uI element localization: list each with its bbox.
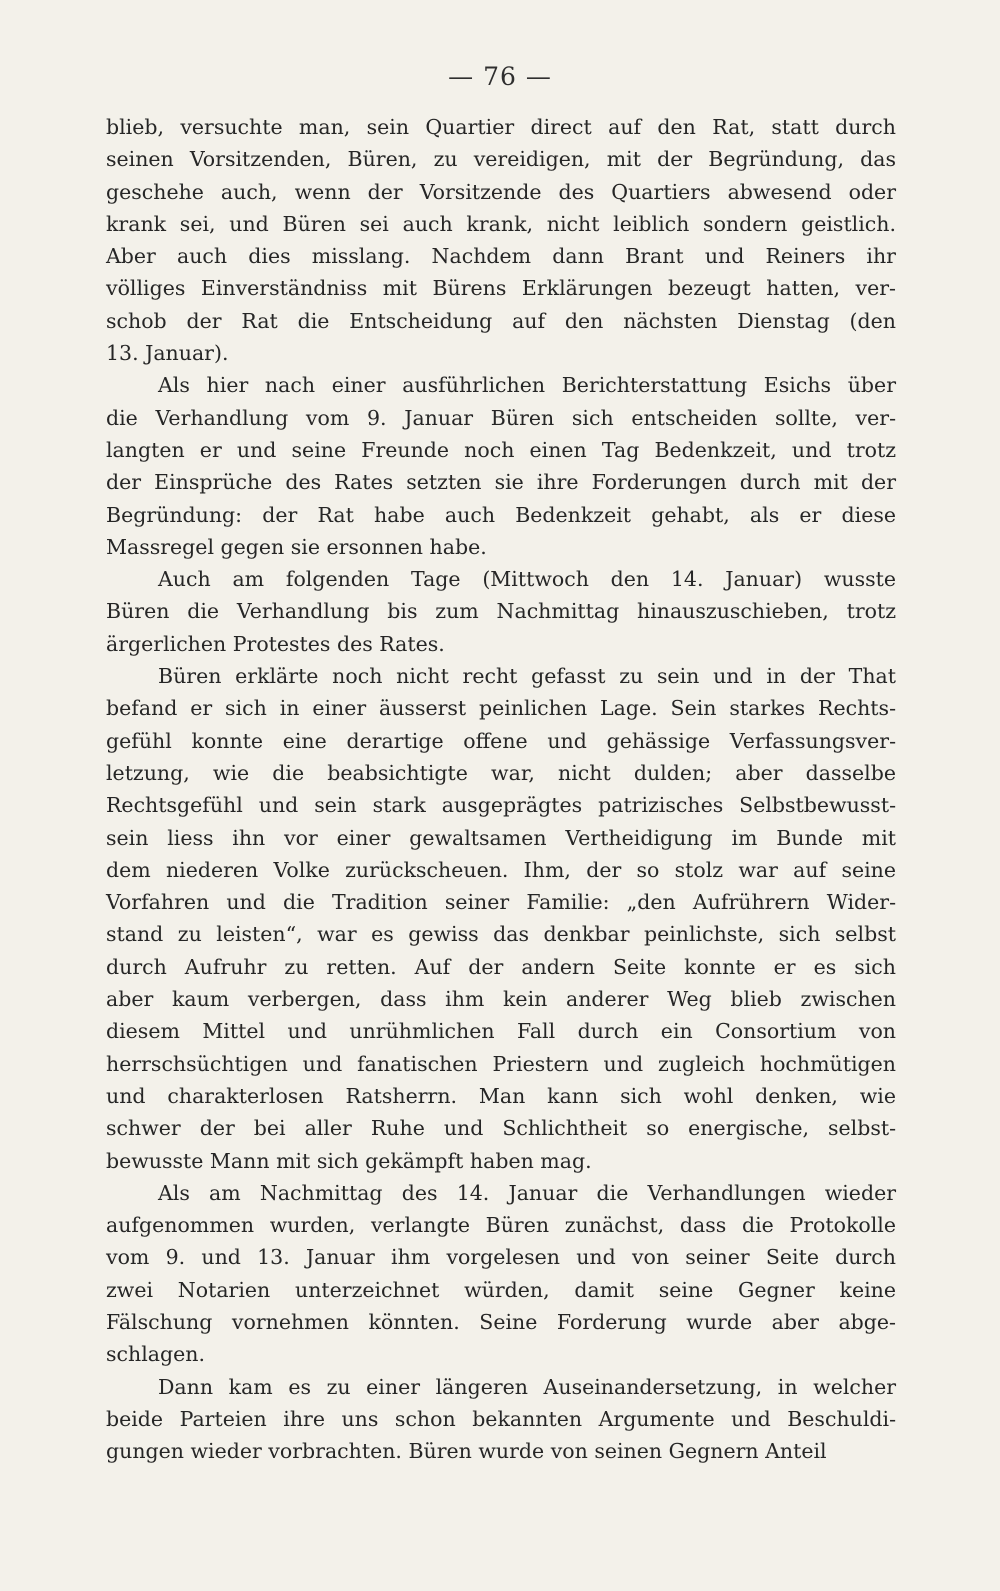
- text-line: schwer der bei aller Ruhe und Schlichtheit so energische, selbst-: [106, 1116, 896, 1141]
- text-line: schob der Rat die Entscheidung auf den nächsten Dienstag (den: [106, 308, 896, 333]
- text-line: Vorfahren und die Tradition seiner Familie: „den Aufrührern Wider-: [106, 890, 896, 915]
- text-line: Als am Nachmittag des 14. Januar die Verhandlungen wieder: [158, 1180, 896, 1205]
- text-line: seinen Vorsitzenden, Büren, zu vereidigen, mit der Begründung, das: [106, 147, 896, 172]
- text-line: bewusste Mann mit sich gekämpft haben mag.: [106, 1148, 592, 1173]
- text-line: Büren erklärte noch nicht recht gefasst zu sein und in der That: [158, 664, 896, 689]
- text-line: die Verhandlung vom 9. Januar Büren sich entscheiden sollte, ver-: [106, 405, 896, 430]
- text-line: krank sei, und Büren sei auch krank, nicht leiblich sondern geistlich.: [106, 211, 896, 236]
- text-line: durch Aufruhr zu retten. Auf der andern Seite konnte er es sich: [106, 954, 896, 979]
- text-line: Büren die Verhandlung bis zum Nachmittag hinauszuschieben, trotz: [106, 599, 896, 624]
- text-line: Auch am folgenden Tage (Mittwoch den 14. Januar) wusste: [158, 567, 896, 592]
- text-line: vom 9. und 13. Januar ihm vorgelesen und von seiner Seite durch: [106, 1245, 896, 1270]
- text-line: aufgenommen wurden, verlangte Büren zunächst, dass die Protokolle: [106, 1213, 896, 1238]
- text-line: der Einsprüche des Rates setzten sie ihre Forderungen durch mit der: [106, 470, 896, 495]
- paragraph: [106, 111, 896, 369]
- text-line: gungen wieder vorbrachten. Büren wurde von seinen Gegnern Anteil: [106, 1439, 827, 1464]
- text-line: geschehe auch, wenn der Vorsitzende des Quartiers abwesend oder: [106, 179, 896, 204]
- text-line: letzung, wie die beabsichtigte war, nicht dulden; aber dasselbe: [106, 760, 896, 785]
- text-line: ärgerlichen Protestes des Rates.: [106, 631, 445, 656]
- text-line: und charakterlosen Ratsherrn. Man kann sich wohl denken, wie: [106, 1083, 896, 1108]
- text-line: aber kaum verbergen, dass ihm kein anderer Weg blieb zwischen: [106, 987, 896, 1012]
- paragraph: [106, 369, 896, 563]
- text-line: Als hier nach einer ausführlichen Berichterstattung Esichs über: [158, 373, 896, 398]
- text-line: Dann kam es zu einer längeren Auseinandersetzung, in welcher: [158, 1374, 896, 1399]
- text-line: befand er sich in einer äusserst peinlichen Lage. Sein starkes Rechts-: [106, 696, 896, 721]
- text-line: gefühl konnte eine derartige offene und gehässige Verfassungsver-: [106, 728, 896, 753]
- text-line: herrschsüchtigen und fanatischen Priestern und zugleich hochmütigen: [106, 1051, 896, 1076]
- text-line: diesem Mittel und unrühmlichen Fall durch ein Consortium von: [106, 1019, 896, 1044]
- text-line: Fälschung vornehmen könnten. Seine Forderung wurde aber abge-: [106, 1309, 896, 1334]
- text-line: schlagen.: [106, 1342, 205, 1367]
- paragraph: [106, 660, 896, 1177]
- text-line: stand zu leisten“, war es gewiss das denkbar peinlichste, sich selbst: [106, 922, 896, 947]
- text-line: zwei Notarien unterzeichnet würden, damit seine Gegner keine: [106, 1277, 896, 1302]
- text-line: völliges Einverständniss mit Bürens Erklärungen bezeugt hatten, ver-: [106, 276, 896, 301]
- text-line: dem niederen Volke zurückscheuen. Ihm, der so stolz war auf seine: [106, 857, 896, 882]
- body-text: [106, 111, 896, 1467]
- text-line: Aber auch dies misslang. Nachdem dann Brant und Reiners ihr: [106, 244, 896, 269]
- paragraph: [106, 1177, 896, 1371]
- text-line: Rechtsgefühl und sein stark ausgeprägtes patrizisches Selbstbewusst-: [106, 793, 896, 818]
- paragraph: [106, 1371, 896, 1468]
- text-line: Begründung: der Rat habe auch Bedenkzeit gehabt, als er diese: [106, 502, 896, 527]
- text-line: blieb, versuchte man, sein Quartier direct auf den Rat, statt durch: [106, 115, 896, 139]
- page-number: — 76 —: [448, 62, 552, 91]
- text-line: langten er und seine Freunde noch einen Tag Bedenkzeit, und trotz: [106, 437, 896, 462]
- text-line: 13. Januar).: [106, 341, 229, 366]
- text-line: Massregel gegen sie ersonnen habe.: [106, 534, 487, 559]
- text-line: beide Parteien ihre uns schon bekannten Argumente und Beschuldi-: [106, 1406, 896, 1431]
- text-line: sein liess ihn vor einer gewaltsamen Vertheidigung im Bunde mit: [106, 825, 896, 850]
- paragraph: [106, 563, 896, 660]
